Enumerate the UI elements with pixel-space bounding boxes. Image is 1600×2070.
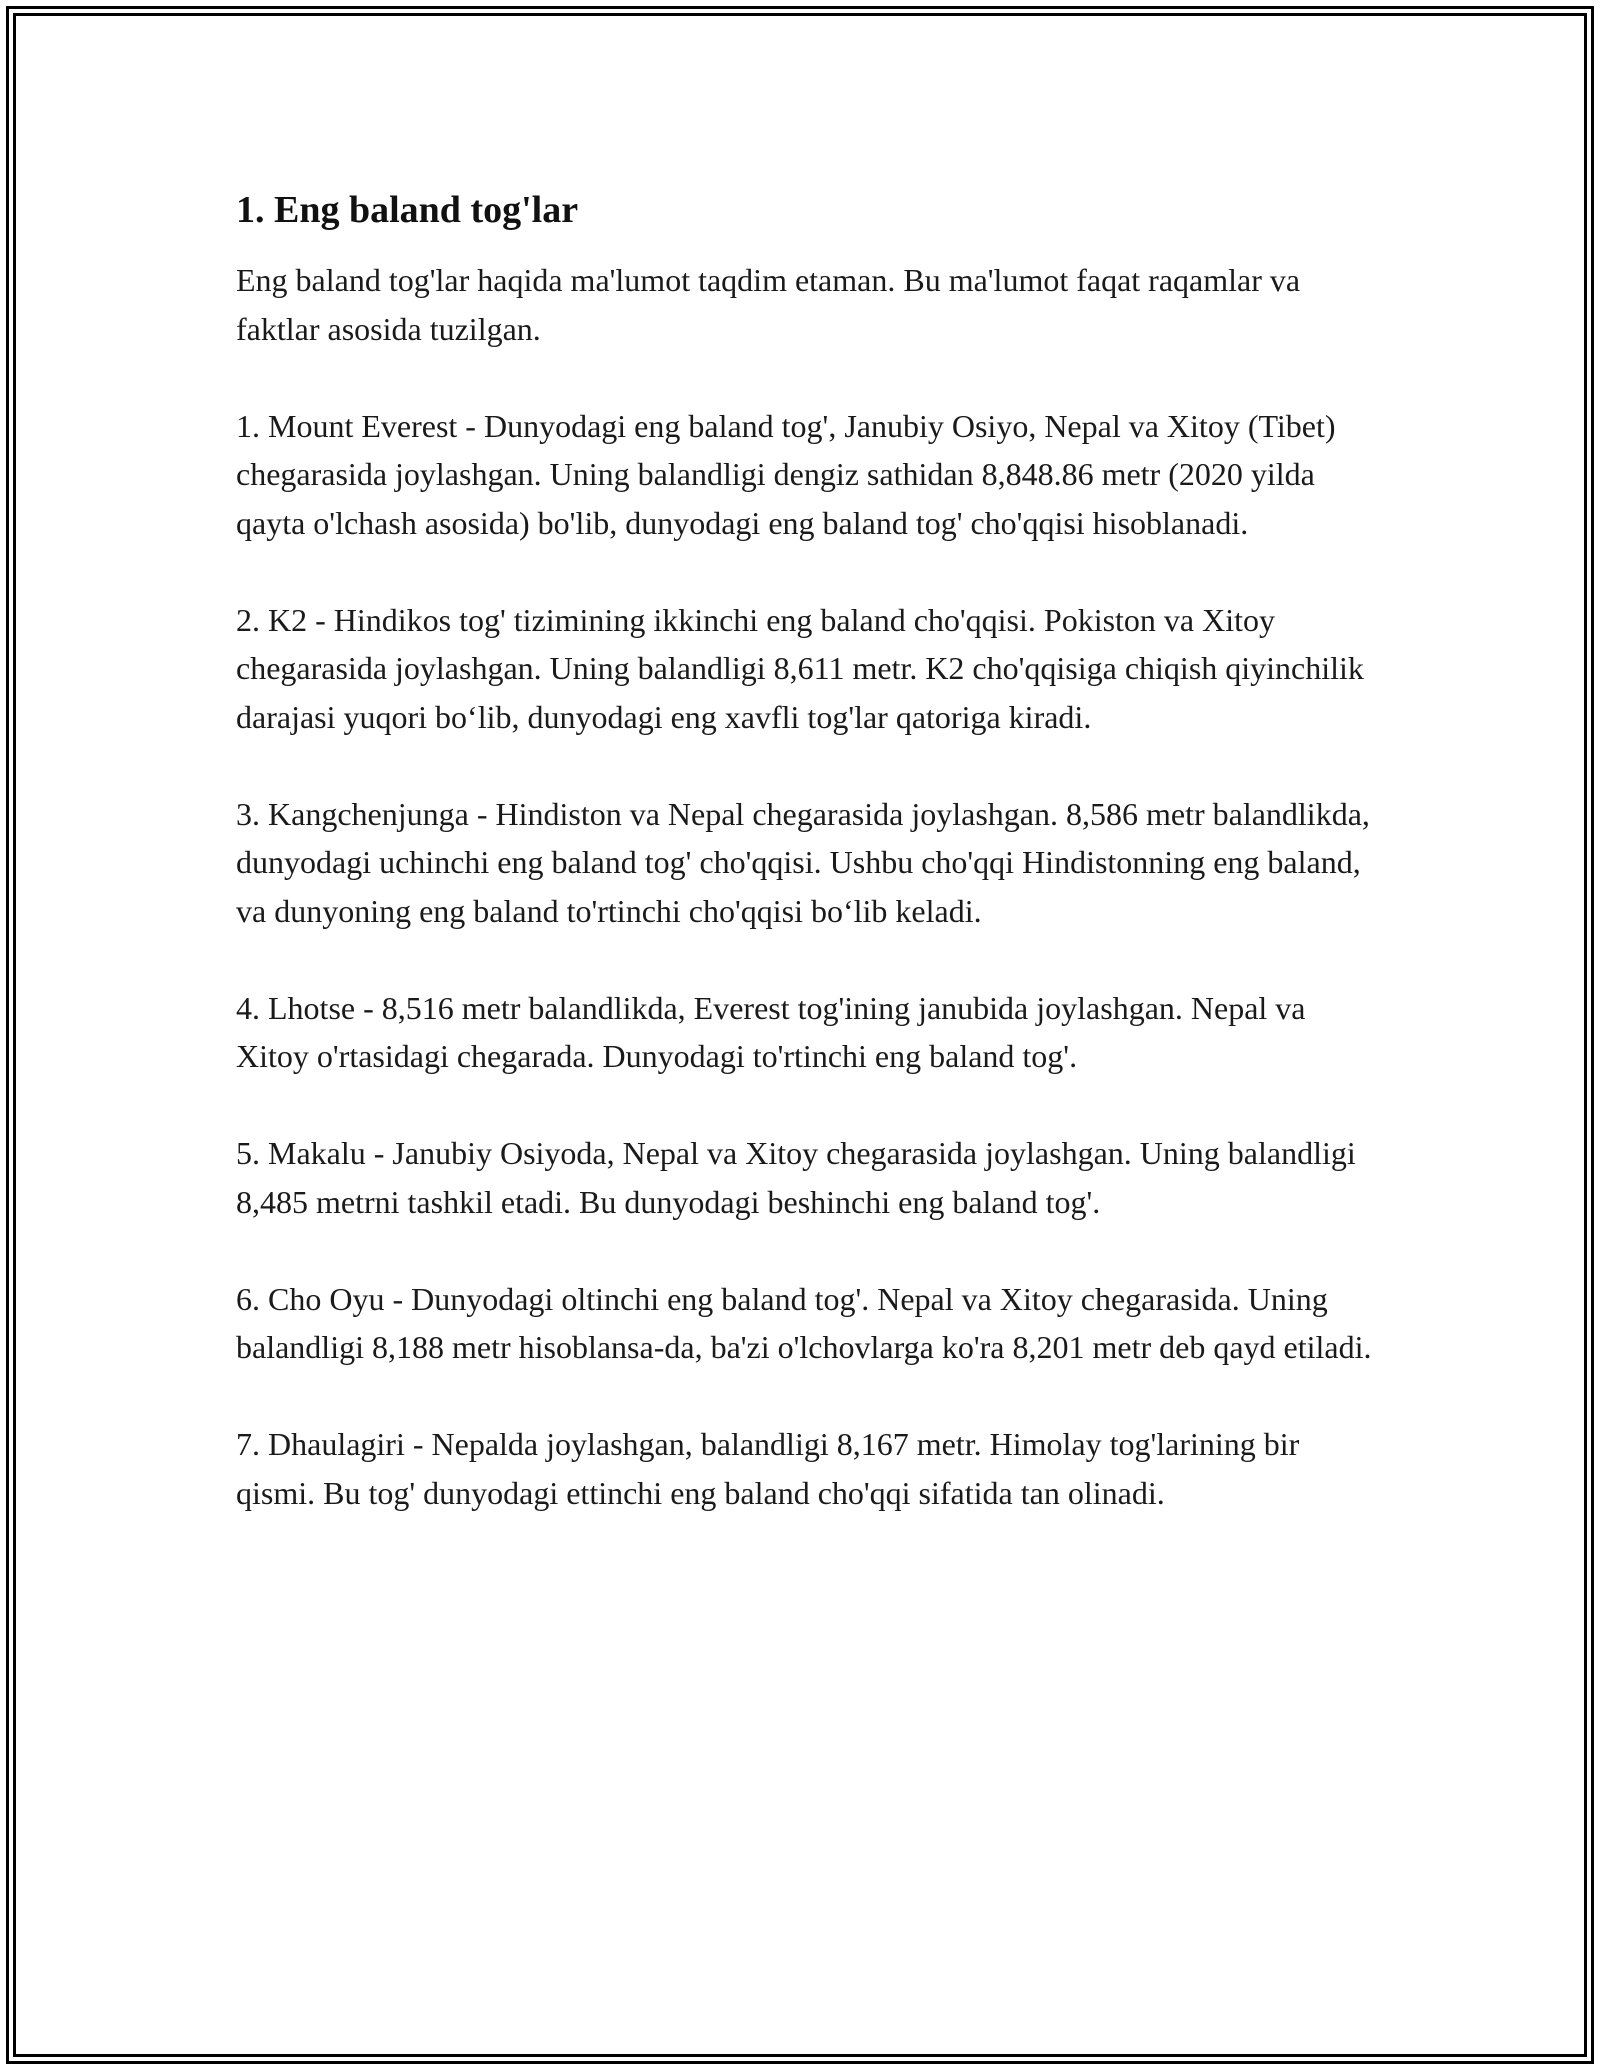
paragraph-makalu: 5. Makalu - Janubiy Osiyoda, Nepal va Xitoy chegarasida joylashgan. Uning balandligi 8,485 metrni tashkil etadi. Bu dunyodagi beshinchi eng baland tog'. — [236, 1135, 1356, 1220]
paragraph-lhotse: 4. Lhotse - 8,516 metr balandlikda, Everest tog'ining janubida joylashgan. Nepal va Xitoy o'rtasidagi chegarada. Dunyodagi to'rtinchi eng baland tog'. — [236, 989, 1306, 1074]
paragraph-kangchenjunga: 3. Kangchenjunga - Hindiston va Nepal chegarasida joylashgan. 8,586 metr balandlikda, dunyodagi uchinchi eng baland tog' cho'qqisi. Ushbu cho'qqi Hindistonning eng baland, va dunyoning eng baland to'rtinchi cho'qqisi bo‘lib keladi. — [236, 795, 1370, 929]
paragraph-dhaulagiri: 7. Dhaulagiri - Nepalda joylashgan, balandligi 8,167 metr. Himolay tog'larining bir qismi. Bu tog' dunyodagi ettinchi eng baland cho'qqi sifatida tan olinadi. — [236, 1426, 1300, 1511]
paragraph-cho-oyu: 6. Cho Oyu - Dunyodagi oltinchi eng baland tog'. Nepal va Xitoy chegarasida. Uning balandligi 8,188 metr hisoblansa-da, ba'zi o'lchovlarga ko'ra 8,201 metr deb qayd etiladi. — [236, 1280, 1372, 1365]
intro-paragraph: Eng baland tog'lar haqida ma'lumot taqdim etaman. Bu ma'lumot faqat raqamlar va faktlar asosida tuzilgan. — [236, 262, 1301, 347]
document-body — [236, 186, 1386, 1566]
paragraph-k2: 2. K2 - Hindikos tog' tizimining ikkinchi eng baland cho'qqisi. Pokiston va Xitoy chegarasida joylashgan. Uning balandligi 8,611 metr. K2 cho'qqisiga chiqish qiyinchilik darajasi yuqori bo‘lib, dunyodagi eng xavfli tog'lar qatoriga kiradi. — [236, 601, 1364, 735]
paragraph-everest: 1. Mount Everest - Dunyodagi eng baland tog', Janubiy Osiyo, Nepal va Xitoy (Tibet) chegarasida joylashgan. Uning balandligi dengiz sathidan 8,848.86 metr (2020 yilda qayta o'lchash asosida) bo'lib, dunyodagi eng baland tog' cho'qqisi hisoblanadi. — [236, 407, 1336, 541]
document-heading: 1. Eng baland tog'lar — [236, 189, 579, 231]
